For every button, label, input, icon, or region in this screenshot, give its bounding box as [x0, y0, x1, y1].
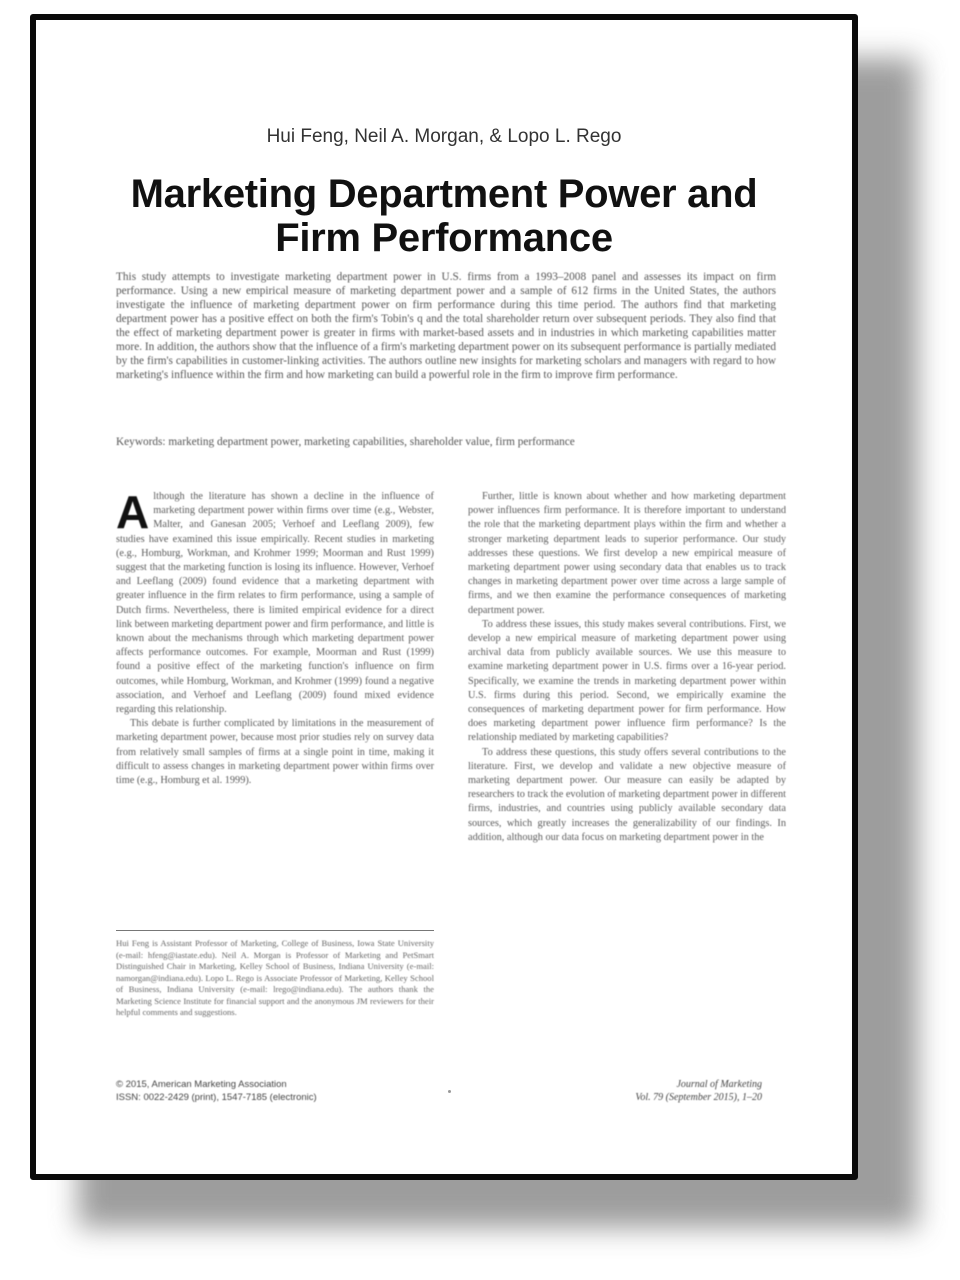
- paper-abstract: This study attempts to investigate marketing department power in U.S. firms from a 1993–2008 panel and assesses its impact on firm performance. Using a new empirical measure of marketing department power and a sample of 612 firms in the United States, the authors investigate the influence of marketing department power on firm performance during this time period. The authors find that marketing department power has a positive effect on both the firm's Tobin's q and the total shareholder return over subsequent periods. They also find that the effect of marketing department power is greater in firms with market-based assets and in industries in which marketing capabilities matter more. In addition, the authors show that the influence of a firm's marketing department power on its subsequent performance is partially mediated by the firm's capabilities in customer-linking activities. The authors outline new insights for marketing scholars and managers with regard to how marketing's influence within the firm and how marketing can build a powerful role in the firm to improve firm performance.: [116, 271, 776, 381]
- footer-copyright-line2: ISSN: 0022-2429 (print), 1547-7185 (electronic): [116, 1092, 317, 1103]
- body-paragraph: This debate is further complicated by limitations in the measurement of marketing department power, because most prior studies rely on survey data from relatively small samples of firms at a single point in time, making it difficult to assess changes in marketing department power within firms over time (e.g., Homburg et al. 1999).: [116, 718, 434, 787]
- drop-cap: A: [116, 490, 150, 538]
- footer-journal: [635, 1078, 762, 1104]
- footnote-divider: [116, 930, 434, 931]
- body-paragraph: To address these issues, this study makes several contributions. First, we develop a new empirical measure of marketing department power using archival data from publicly available sources. We use this measure to examine marketing department power in U.S. firms over a 16-year period. Specifically, we examine the trends in marketing department power within U.S. firms during this period. Second, we empirically examine the consequences of marketing department power for firm performance. How does marketing department power influence firm performance? Is the relationship mediated by marketing capabilities?: [468, 618, 786, 744]
- body-paragraph: To address these questions, this study offers several contributions to the literature. First, we develop and validate a new objective measure of marketing department power. Our measure can easily be adapted by researchers to track the evolution of marketing department power in different firms, industries, and countries using publicly available secondary data sources, which greatly increases the generalizability of our findings. In addition, although our data focus on marketing department power in the: [468, 746, 786, 843]
- body-paragraph: lthough the literature has shown a decline in the influence of marketing department power within firms over time (e.g., Webster, Malter, and Ganesan 2005; Verhoef and Leeflang 2009), few studies have examined this issue empirically. Recent studies in marketing (e.g., Homburg, Workman, and Krohmer 1999; Moorman and Rust 1999) suggest that the marketing function is losing its influence. However, Verhoef and Leeflang (2009) found evidence that a marketing department with greater influence in the firm relates to firm performance, using a sample of Dutch firms. Nevertheless, there is limited empirical evidence for a direct link between marketing department power and firm performance, and little is known about the mechanisms through which marketing department power affects performance outcomes. For example, Moorman and Rust (1999) found a positive effect of the marketing function's influence on firm outcomes, while Homburg, Workman, and Krohmer (1999) found a negative association, and Verhoef and Leeflang (2009) found mixed evidence regarding this relationship.: [116, 491, 434, 716]
- paper-authors: Hui Feng, Neil A. Morgan, & Lopo L. Rego: [266, 126, 622, 147]
- footer-journal-volume: Vol. 79 (September 2015), 1–20: [635, 1092, 762, 1103]
- paper-page: [30, 14, 858, 1180]
- body-column-left: [116, 490, 434, 910]
- footer-journal-name: Journal of Marketing: [676, 1079, 762, 1090]
- paper-title-line1: Marketing Department Power and: [130, 172, 758, 216]
- author-footnote: Hui Feng is Assistant Professor of Marketing, College of Business, Iowa State University (e-mail: hfeng@iastate.edu). Neil A. Morgan is Professor of Marketing and PetSmart Distinguished Chair in Marketing, Kelley School of Business, Indiana University (e-mail: namorgan@indiana.edu). Lopo L. Rego is Associate Professor of Marketing, Kelley School of Business, Indiana University (e-mail: lrego@indiana.edu). The authors thank the Marketing Science Institute for financial support and the anonymous JM reviewers for their helpful comments and suggestions.: [116, 938, 434, 1017]
- body-column-right: [468, 490, 786, 1050]
- paper-keywords: Keywords: marketing department power, marketing capabilities, shareholder value, firm performance: [116, 436, 575, 448]
- footer-copyright: [116, 1078, 317, 1104]
- footer-copyright-line1: © 2015, American Marketing Association: [116, 1079, 287, 1090]
- footer-dot: [448, 1090, 451, 1093]
- body-paragraph: Further, little is known about whether and how marketing department power influences firm performance. It is therefore important to understand the role that the marketing department plays within the firm and whether a stronger marketing department leads to superior performance. Our study addresses these questions. We first develop a new empirical measure of marketing department power using secondary data that enables us to track changes in marketing department power over time across a large sample of firms, and we then examine the performance consequences of marketing department power.: [468, 491, 786, 616]
- paper-title-line2: Firm Performance: [275, 216, 613, 260]
- paper-title: [36, 172, 852, 260]
